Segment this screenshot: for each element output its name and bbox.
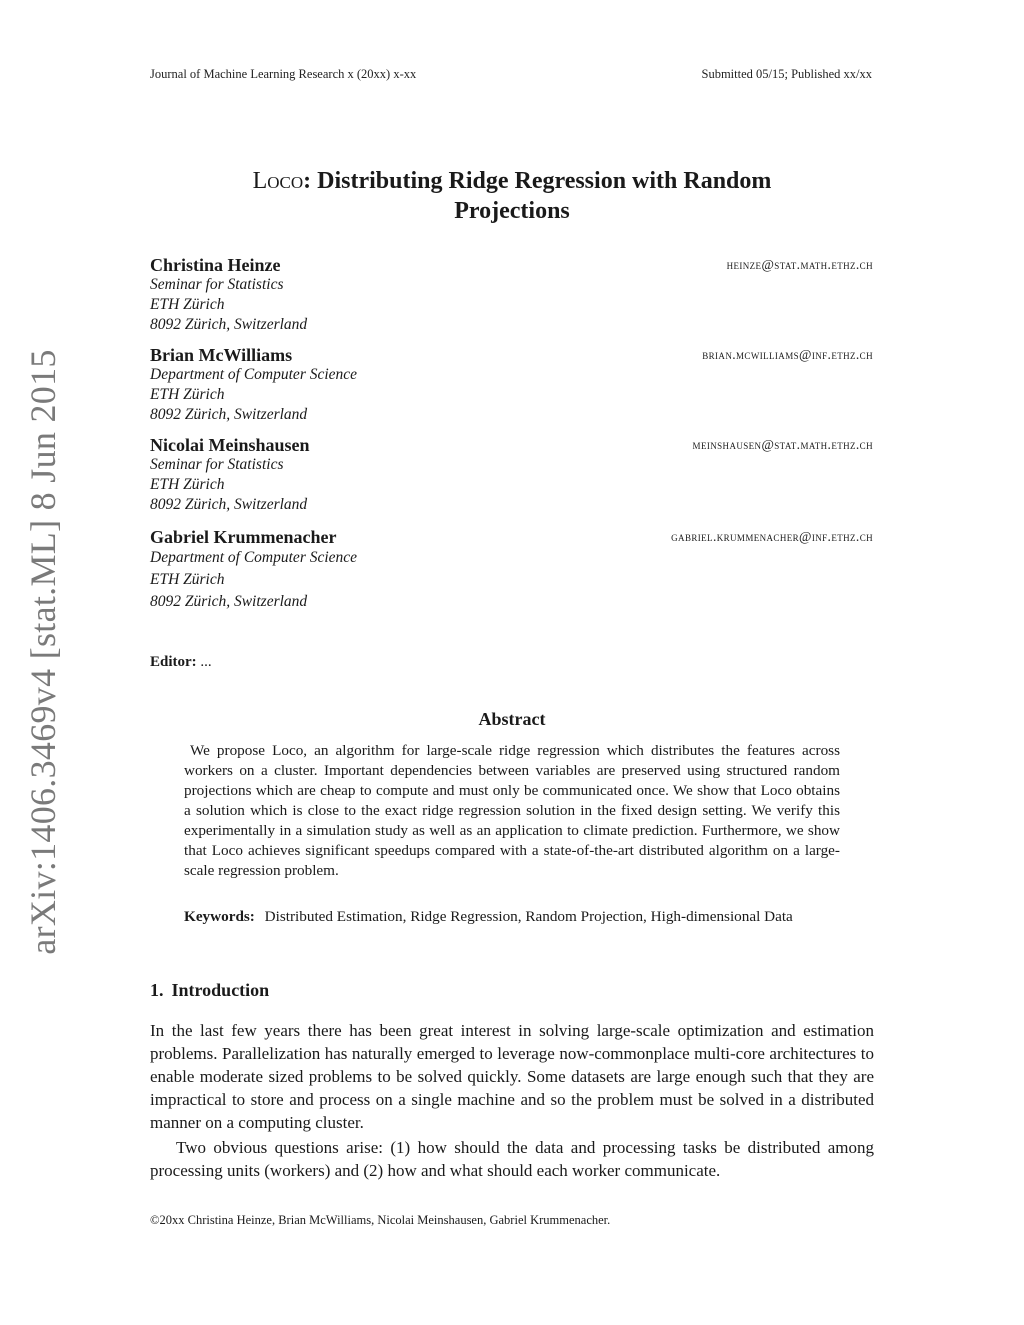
author-block	[150, 345, 873, 425]
author-name: Christina Heinze	[150, 255, 281, 275]
author-name: Gabriel Krummenacher	[150, 527, 337, 547]
author-institution: ETH Zürich	[150, 571, 225, 588]
copyright-footnote: ©20xx Christina Heinze, Brian McWilliams, Nicolai Meinshausen, Gabriel Krummenacher.	[150, 1213, 611, 1227]
abstract-text: We propose Loco, an algorithm for large-scale ridge regression which distributes the features across workers on a cluster. Important dependencies between variables are preserved using structured random projections which are cheap to compute and must only be communicated once. We show that Loco obtains a solution which is close to the exact ridge regression solution in the fixed design setting. We verify this experimentally in a simulation study as well as an application to climate prediction. Furthermore, we show that Loco achieves significant speedups compared with a state-of-the-art distributed algorithm on a large-scale regression problem.	[184, 742, 840, 879]
arxiv-identifier: arXiv:1406.3469v4 [stat.ML] 8 Jun 2015	[23, 349, 63, 955]
author-block	[150, 435, 873, 515]
editor-label: Editor:	[150, 654, 197, 670]
author-institution: ETH Zürich	[150, 296, 225, 313]
author-email[interactable]: brian.mcwilliams@inf.ethz.ch	[702, 347, 873, 362]
keywords-label: Keywords:	[184, 908, 255, 925]
paper-title	[150, 166, 874, 226]
author-address: 8092 Zürich, Switzerland	[150, 316, 308, 333]
author-department: Seminar for Statistics	[150, 456, 284, 473]
author-email[interactable]: heinze@stat.math.ethz.ch	[726, 257, 873, 272]
author-department: Department of Computer Science	[150, 549, 358, 566]
arxiv-stamp	[0, 0, 90, 1325]
submission-info: Submitted 05/15; Published xx/xx	[701, 67, 872, 81]
author-department: Seminar for Statistics	[150, 276, 284, 293]
title-method-name: Loco	[252, 168, 304, 194]
author-block	[150, 527, 873, 613]
author-address: 8092 Zürich, Switzerland	[150, 593, 308, 610]
author-email[interactable]: gabriel.krummenacher@inf.ethz.ch	[671, 529, 873, 544]
keywords	[184, 907, 874, 927]
editor-line	[150, 654, 212, 671]
journal-header: Journal of Machine Learning Research x (20xx) x-xx	[150, 67, 417, 81]
author-address: 8092 Zürich, Switzerland	[150, 406, 308, 423]
keywords-list: Distributed Estimation, Ridge Regression, Random Projection, High-dimensional Data	[264, 908, 793, 925]
abstract-heading: Abstract	[478, 709, 546, 729]
section-title: Introduction	[171, 980, 270, 1000]
author-address: 8092 Zürich, Switzerland	[150, 496, 308, 513]
section-heading	[150, 980, 269, 1001]
author-email[interactable]: meinshausen@stat.math.ethz.ch	[692, 437, 873, 452]
title-line-2: Projections	[454, 198, 570, 224]
author-block	[150, 255, 873, 335]
section-number: 1.	[150, 980, 164, 1000]
author-name: Nicolai Meinshausen	[150, 435, 310, 455]
title-line-1: : Distributing Ridge Regression with Random	[303, 168, 772, 194]
author-institution: ETH Zürich	[150, 476, 225, 493]
intro-paragraph-1: In the last few years there has been great interest in solving large-scale optimization and estimation problems. Parallelization has naturally emerged to leverage now-commonplace multi-core architectures to enable moderate sized problems to be solved quickly. Some datasets are large enough such that they are impractical to store and process on a single machine and so the problem must be solved in a distributed manner on a computing cluster.	[150, 1021, 874, 1132]
intro-paragraph-2: Two obvious questions arise: (1) how should the data and processing tasks be distributed among processing units (workers) and (2) how and what should each worker communicate.	[150, 1138, 874, 1180]
author-department: Department of Computer Science	[150, 366, 358, 383]
editor-value: ...	[200, 654, 212, 670]
author-institution: ETH Zürich	[150, 386, 225, 403]
author-name: Brian McWilliams	[150, 345, 293, 365]
